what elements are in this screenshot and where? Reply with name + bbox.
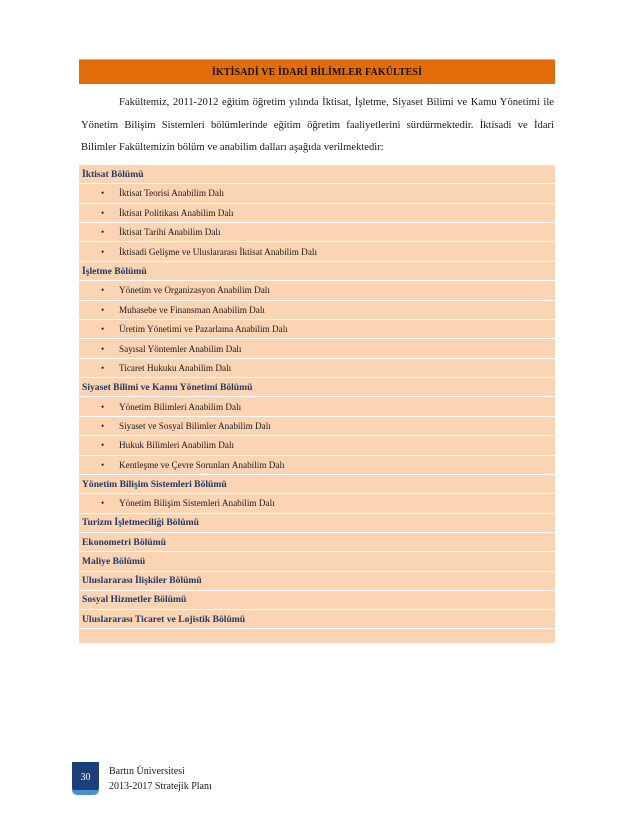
bullet-icon: • [101,246,105,257]
bullet-icon: • [101,401,105,412]
subdepartment-row [79,320,555,339]
subdepartment-name: İktisat Teorisi Anabilim Dalı [119,188,225,199]
subdepartment-row [79,242,555,261]
subdepartment-name: Kentleşme ve Çevre Sorunları Anabilim Dalı [119,459,285,470]
intro-paragraph [81,92,554,160]
footer-text [109,764,212,794]
bullet-icon: • [101,227,105,238]
department-row [79,378,555,397]
department-name: Turizm İşletmeciliği Bölümü [82,517,199,529]
subdepartment-row [79,436,555,455]
subdepartment-name: İktisadi Gelişme ve Uluslararası İktisat Anabilim Dalı [119,246,317,257]
subdepartment-row [79,204,555,223]
department-row [79,610,555,629]
department-row [79,475,555,494]
bullet-icon: • [101,420,105,431]
department-table [79,165,555,643]
department-row [79,165,555,184]
subdepartment-row [79,494,555,513]
department-row [79,262,555,281]
bullet-icon: • [101,362,105,373]
bullet-icon: • [101,324,105,335]
page-number-badge [72,762,99,792]
department-name: Yönetim Bilişim Sistemleri Bölümü [82,478,227,490]
subdepartment-name: Yönetim Bilimleri Anabilim Dalı [119,401,242,412]
department-name: Uluslararası Ticaret ve Lojistik Bölümü [82,613,246,625]
department-name: Uluslararası İlişkiler Bölümü [82,575,202,587]
subdepartment-name: İktisat Politikası Anabilim Dalı [119,207,234,218]
department-name: Siyaset Bilimi ve Kamu Yönetimi Bölümü [82,381,253,393]
footer-plan: 2013-2017 Stratejik Planı [109,781,212,792]
department-row [79,514,555,533]
subdepartment-row [79,223,555,242]
bullet-icon: • [101,440,105,451]
bullet-icon: • [101,304,105,315]
subdepartment-name: Hukuk Bilimleri Anabilim Dalı [119,440,235,451]
subdepartment-row [79,184,555,203]
subdepartment-name: Siyaset ve Sosyal Bilimler Anabilim Dalı [119,420,271,431]
subdepartment-name: Muhasebe ve Finansman Anabilim Dalı [119,304,265,315]
subdepartment-row [79,417,555,436]
department-name: Sosyal Hizmetler Bölümü [82,594,187,606]
department-name: Ekonometri Bölümü [82,536,166,548]
footer-university: Bartın Üniversitesi [109,766,185,777]
section-title: İKTİSADİ VE İDARİ BİLİMLER FAKÜLTESİ [79,59,555,84]
subdepartment-name: İktisat Tarihi Anabilim Dalı [119,227,221,238]
department-row [79,572,555,591]
bullet-icon: • [101,207,105,218]
subdepartment-row [79,281,555,300]
department-row [79,591,555,610]
bullet-icon: • [101,285,105,296]
department-name: Maliye Bölümü [82,555,146,567]
bullet-icon: • [101,343,105,354]
page-number: 30 [80,771,91,783]
subdepartment-name: Yönetim Bilişim Sistemleri Anabilim Dalı [119,498,275,509]
department-row [79,552,555,571]
subdepartment-row [79,301,555,320]
bullet-icon: • [101,188,105,199]
bullet-icon: • [101,459,105,470]
department-name: İşletme Bölümü [82,265,147,277]
table-bottom-padding [79,629,555,643]
subdepartment-name: Sayısal Yöntemler Anabilim Dalı [119,343,242,354]
subdepartment-row [79,359,555,378]
subdepartment-row [79,339,555,358]
subdepartment-name: Üretim Yönetimi ve Pazarlama Anabilim Dalı [119,324,288,335]
department-row [79,533,555,552]
subdepartment-row [79,397,555,416]
bullet-icon: • [101,498,105,509]
department-name: İktisat Bölümü [82,168,144,180]
subdepartment-name: Ticaret Hukuku Anabilim Dalı [119,362,232,373]
intro-text: Fakültemiz, 2011-2012 eğitim öğretim yılında İktisat, İşletme, Siyaset Bilimi ve Kamu Yönetimi ile Yönetim Bilişim Sistemleri bölümlerinde eğitim öğretim faaliyetlerini sürdürmektedir. İktisadi ve İdari Bilimler Fakültemizin bölüm ve anabilim dalları aşağıda verilmektedir: [81,97,554,153]
subdepartment-name: Yönetim ve Organizasyon Anabilim Dalı [119,285,270,296]
subdepartment-row [79,456,555,475]
